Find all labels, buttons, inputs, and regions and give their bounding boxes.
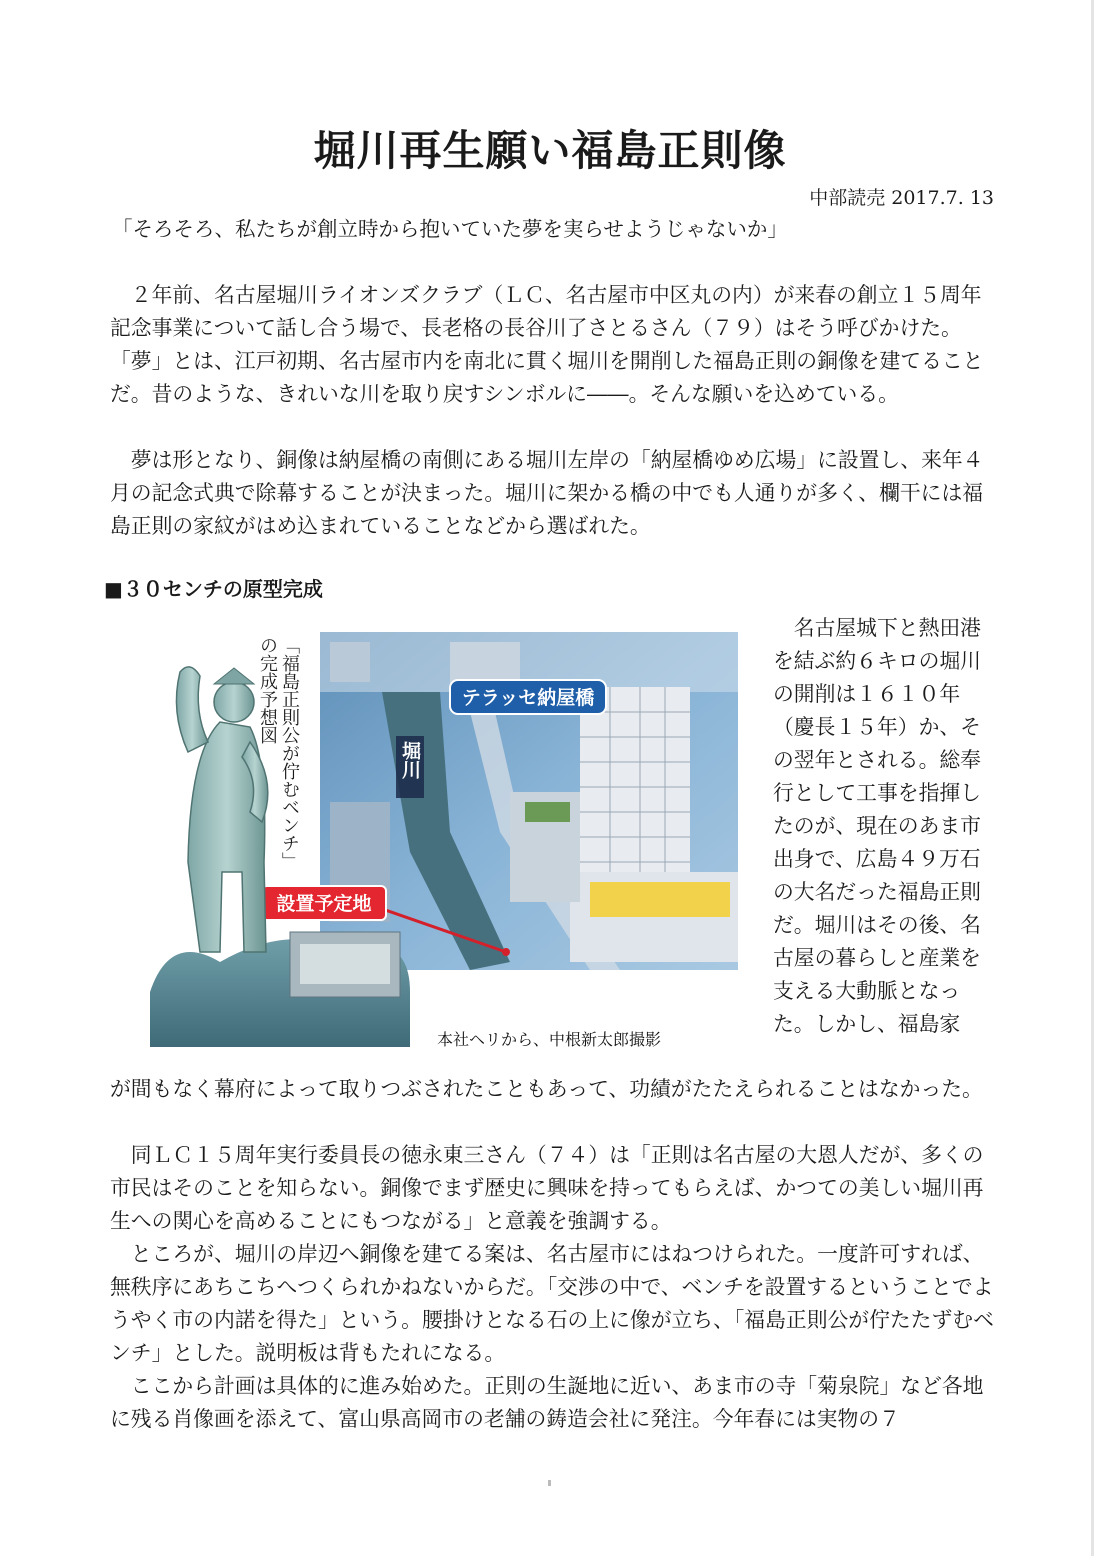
paragraph-5: ここから計画は具体的に進み始めた。正則の生誕地に近い、あま市の寺「菊泉院」など各地に残る肖像画を添えて、富山県高岡市の老舗の鋳造会社に発注。今年春には実物の７ (110, 1374, 984, 1431)
figure-caption: 「福島正則公が佇むベンチ」の完成予想図 (257, 636, 300, 870)
side-column-text: 名古屋城下と熱田港を結ぶ約６キロの堀川の開削は１６１０年（慶長１５年）か、その翌年とされる。総奉行として工事を指揮したのが、現在のあま市出身で、広島４９万石の大名だった福島正則だ。堀川はその後、名古屋の暮らしと産業を支える大動脈となった。しかし、福島家 (773, 616, 981, 1036)
photo-credit: 本社ヘリから、中根新太郎撮影 (437, 1030, 662, 1049)
article-title: 堀川再生願い福島正則像 (313, 126, 787, 175)
statue-figure (176, 667, 267, 952)
paragraph-continuation: が間もなく幕府によって取りつぶされたこともあって、功績がたたえられることはなかった。 (110, 1077, 983, 1101)
paragraph-4: ところが、堀川の岸辺へ銅像を建てる案は、名古屋市にはねつけられた。一度許可すれば、無秩序にあちこちへつくられかねないからだ。「交渉の中で、ベンチを設置するということでようやく市の内諾を得た」という。腰掛けとなる石の上に像が立ち、「福島正則公が佇たたずむベンチ」とした。説明板は背もたれになる。 (110, 1242, 994, 1365)
paragraph-2: 夢は形となり、銅像は納屋橋の南側にある堀川左岸の「納屋橋ゆめ広場」に設置し、来年４月の記念式典で除幕することが決まった。堀川に架かる橋の中でも人通りが多く、欄干には福島正則の家紋がはめ込まれていることなどから選ばれた。 (110, 448, 984, 538)
source-line: 中部読売 2017.7. 13 (809, 187, 994, 209)
page-edge (1091, 0, 1094, 1556)
river-label: 堀川 (399, 741, 421, 779)
page-mark (548, 1480, 551, 1486)
photo-figure (150, 632, 738, 1047)
opening-quote: 「そろそろ、私たちが創立時から抱いていた夢を実らせようじゃないか」 (112, 217, 788, 241)
site-label: 設置予定地 (276, 893, 372, 915)
figure-illustration (150, 632, 738, 1047)
section-heading: ■３０センチの原型完成 (104, 577, 323, 601)
terrace-label: テラッセ納屋橋 (461, 687, 595, 709)
paragraph-1: ２年前、名古屋堀川ライオンズクラブ（ＬＣ、名古屋市中区丸の内）が来春の創立１５周年記念事業について話し合う場で、長老格の長谷川了さとるさん（７９）はそう呼びかけた。「夢」とは、江戸初期、名古屋市内を南北に貫く堀川を開削した福島正則の銅像を建てることだ。昔のような、きれいな川を取り戻すシンボルに――。そんな願いを込めている。 (110, 283, 984, 406)
paragraph-3: 同ＬＣ１５周年実行委員長の徳永東三さん（７４）は「正則は名古屋の大恩人だが、多くの市民はそのことを知らない。銅像でまず歴史に興味を持ってもらえば、かつての美しい堀川再生への関心を高めることにもつながる」と意義を強調する。 (110, 1143, 984, 1233)
